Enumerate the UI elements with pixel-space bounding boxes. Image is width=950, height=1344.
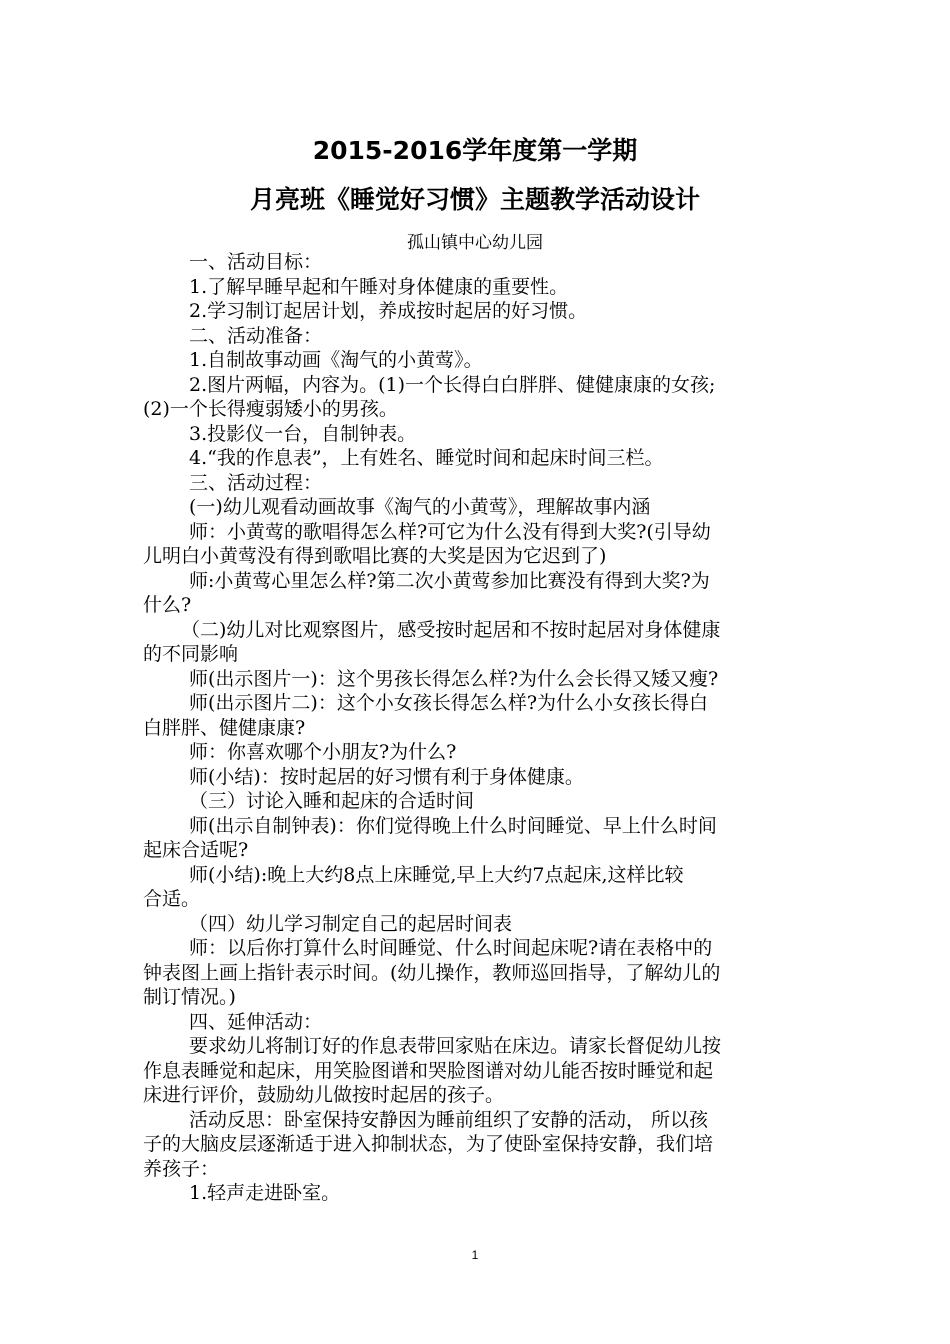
document-body [143,250,808,1206]
paragraph-line: 师：你喜欢哪个小朋友?为什么? [189,741,457,763]
paragraph-line: 师(出示自制钟表)：你们觉得晚上什么时间睡觉、早上什么时间 [189,814,717,837]
subsection-heading: （三）讨论入睡和起床的合适时间 [189,790,475,812]
paragraph-line: 床进行评价，鼓励幼儿做按时起居的孩子。 [143,1084,505,1106]
paragraph-line: 师(出示图片二)：这个小女孩长得怎么样?为什么小女孩长得白 [189,692,709,714]
document-title-line2: 月亮班《睡觉好习惯》主题教学活动设计 [249,185,700,214]
section-heading: 二、活动准备： [189,324,323,347]
section-heading: 三、活动过程： [189,471,323,494]
document-author: 孤山镇中心幼儿园 [407,233,543,253]
paragraph-line: 师：小黄莺的歌唱得怎么样?可它为什么没有得到大奖?(引导幼 [189,520,711,543]
paragraph-line: 2.图片两幅，内容为。(1)一个长得白白胖胖、健健康康的女孩; [189,373,716,396]
paragraph-line: 合适。 [143,888,201,910]
subsection-heading: （二)幼儿对比观察图片，感受按时起居和不按时起居对身体健康 [181,618,721,641]
paragraph-line: 4.“我的作息表”，上有姓名、睡觉时间和起床时间三栏。 [189,447,664,469]
subsection-heading: （四）幼儿学习制定自己的起居时间表 [189,912,513,935]
paragraph-line: 1.了解早睡早起和午睡对身体健康的重要性。 [189,275,569,298]
paragraph-line: 养孩子： [143,1157,220,1180]
paragraph-line: 的不同影响 [143,643,239,665]
paragraph-line: 子的大脑皮层逐渐适于进入抑制状态，为了使卧室保持安静，我们培 [143,1133,714,1155]
paragraph-line: 儿明白小黄莺没有得到歌唱比赛的大奖是因为它迟到了) [143,545,607,567]
paragraph-line: 起床合适呢? [143,839,249,861]
paragraph-line: 要求幼儿将制订好的作息表带回家贴在床边。请家长督促幼儿按 [189,1035,722,1057]
paragraph-line: 师(小结)：按时起居的好习惯有利于身体健康。 [189,765,584,788]
paragraph-line: 师(小结):晚上大约8点上床睡觉,早上大约7点起床,这样比较 [189,863,684,886]
paragraph-line: (2)一个长得瘦弱矮小的男孩。 [143,398,398,420]
subsection-heading: (一)幼儿观看动画故事《淘气的小黄莺》，理解故事内涵 [189,496,651,518]
paragraph-line: 活动反思：卧室保持安静因为睡前组织了安静的活动， 所以孩 [189,1108,709,1131]
paragraph-line: 制订情况。) [143,986,236,1008]
paragraph-line: 作息表睡觉和起床，用笑脸图谱和哭脸图谱对幼儿能否按时睡觉和起 [143,1059,714,1082]
paragraph-line: 师:小黄莺心里怎么样?第二次小黄莺参加比赛没有得到大奖?为 [189,569,710,592]
paragraph-line: 师：以后你打算什么时间睡觉、什么时间起床呢?请在表格中的 [189,937,713,959]
paragraph-line: 白胖胖、健健康康? [143,716,306,739]
paragraph-line: 什么? [143,594,192,616]
paragraph-line: 3.投影仪一台，自制钟表。 [189,422,417,445]
paragraph-line: 师(出示图片一)：这个男孩长得怎么样?为什么会长得又矮又瘦? [189,667,719,690]
page-number: 1 [471,1248,479,1262]
paragraph-line: 1.轻声走进卧室。 [189,1182,341,1204]
paragraph-line: 钟表图上画上指针表示时间。(幼儿操作，教师巡回指导，了解幼儿的 [143,961,721,984]
section-heading: 一、活动目标： [189,251,323,273]
section-heading: 四、延伸活动： [189,1010,323,1033]
paragraph-line: 1.自制故事动画《淘气的小黄莺》。 [189,349,483,371]
paragraph-line: 2.学习制订起居计划，养成按时起居的好习惯。 [189,300,588,322]
document-title-line1: 2015-2016学年度第一学期 [312,136,638,165]
